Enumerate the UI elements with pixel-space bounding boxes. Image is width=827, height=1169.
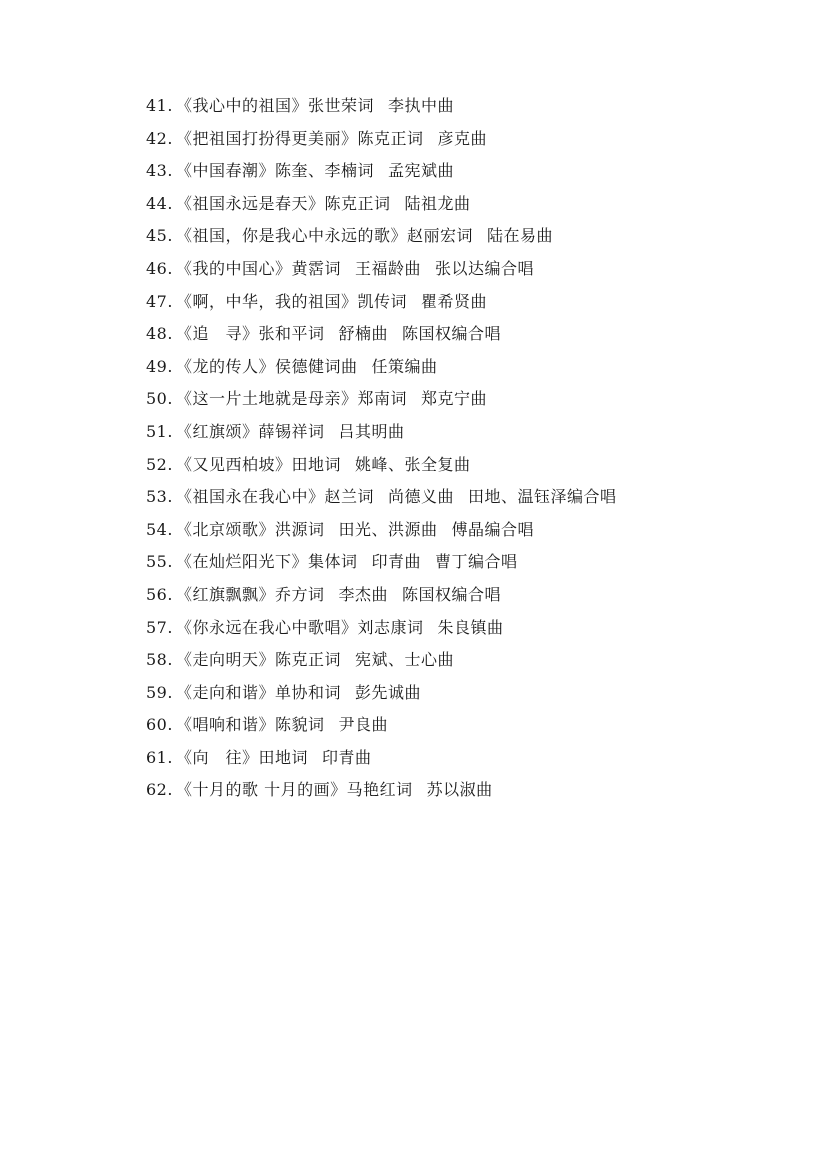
song-title: 《走向明天》 bbox=[176, 650, 276, 670]
song-credit: 印青曲 bbox=[371, 552, 422, 572]
song-credit: 苏以淑曲 bbox=[426, 780, 493, 800]
song-credit: 印青曲 bbox=[322, 747, 372, 767]
song-credit: 洪源词 bbox=[275, 519, 325, 539]
song-number: 54. bbox=[146, 519, 173, 539]
song-credit: 郑南词 bbox=[357, 389, 408, 409]
song-credit: 孟宪斌曲 bbox=[388, 161, 455, 181]
song-item bbox=[146, 161, 617, 194]
song-item bbox=[146, 780, 617, 813]
song-title: 《我的中国心》 bbox=[176, 258, 292, 278]
song-credit: 朱良镇曲 bbox=[437, 617, 504, 637]
song-item bbox=[146, 520, 617, 553]
song-number: 50. bbox=[146, 389, 173, 409]
song-title: 《北京颂歌》 bbox=[176, 519, 276, 539]
song-credit: 陈克正词 bbox=[275, 650, 342, 670]
song-number: 56. bbox=[146, 584, 173, 604]
song-credit: 陈貌词 bbox=[275, 715, 325, 735]
song-title: 《向 往》 bbox=[176, 747, 259, 767]
song-credit: 宪斌、士心曲 bbox=[355, 650, 455, 670]
song-number: 53. bbox=[146, 487, 173, 507]
song-credit: 李杰曲 bbox=[338, 584, 389, 604]
song-number: 45. bbox=[146, 226, 173, 246]
song-title: 《祖国，你是我心中永远的歌》 bbox=[176, 226, 408, 246]
song-credit: 薛锡祥词 bbox=[258, 421, 325, 441]
song-credit: 尚德义曲 bbox=[388, 487, 455, 507]
song-credit: 田地词 bbox=[258, 747, 309, 767]
song-list bbox=[146, 96, 617, 813]
song-number: 61. bbox=[146, 747, 173, 767]
song-title: 《红旗飘飘》 bbox=[176, 584, 276, 604]
song-item bbox=[146, 96, 617, 129]
song-item bbox=[146, 389, 617, 422]
song-credit: 张世荣词 bbox=[308, 96, 375, 115]
song-item bbox=[146, 194, 617, 227]
song-number: 46. bbox=[146, 258, 173, 278]
song-number: 49. bbox=[146, 356, 173, 376]
song-title: 《祖国永在我心中》 bbox=[176, 487, 325, 507]
song-credit: 陆祖龙曲 bbox=[404, 193, 471, 213]
song-credit: 彭先诚曲 bbox=[355, 682, 422, 702]
song-credit: 李执中曲 bbox=[388, 96, 455, 115]
song-credit: 张和平词 bbox=[258, 324, 325, 344]
song-credit: 田地、温钰泽编合唱 bbox=[468, 487, 617, 507]
song-number: 55. bbox=[146, 552, 173, 572]
song-title: 《又见西柏坡》 bbox=[176, 454, 292, 474]
song-item bbox=[146, 618, 617, 651]
song-number: 58. bbox=[146, 650, 173, 670]
song-title: 《龙的传人》 bbox=[176, 356, 276, 376]
song-number: 41. bbox=[146, 96, 173, 115]
song-item bbox=[146, 683, 617, 716]
song-credit: 集体词 bbox=[308, 552, 358, 572]
song-title: 《你永远在我心中歌唱》 bbox=[176, 617, 358, 637]
song-title: 《十月的歌 十月的画》 bbox=[176, 780, 347, 800]
song-item bbox=[146, 487, 617, 520]
song-credit: 刘志康词 bbox=[357, 617, 424, 637]
song-title: 《啊，中华，我的祖国》 bbox=[176, 291, 358, 311]
song-credit: 瞿希贤曲 bbox=[421, 291, 488, 311]
song-title: 《走向和谐》 bbox=[176, 682, 276, 702]
song-number: 57. bbox=[146, 617, 173, 637]
song-item bbox=[146, 259, 617, 292]
song-number: 59. bbox=[146, 682, 173, 702]
song-credit: 黄霑词 bbox=[291, 258, 342, 278]
song-number: 62. bbox=[146, 780, 173, 800]
song-credit: 姚峰、张全复曲 bbox=[355, 454, 471, 474]
song-title: 《中国春潮》 bbox=[176, 161, 276, 181]
song-credit: 凯传词 bbox=[357, 291, 408, 311]
song-item bbox=[146, 715, 617, 748]
song-title: 《把祖国打扮得更美丽》 bbox=[176, 128, 358, 148]
song-item bbox=[146, 292, 617, 325]
song-credit: 张以达编合唱 bbox=[435, 258, 535, 278]
song-item bbox=[146, 129, 617, 162]
song-credit: 陈国权编合唱 bbox=[402, 584, 502, 604]
song-number: 44. bbox=[146, 193, 173, 213]
song-item bbox=[146, 226, 617, 259]
song-number: 52. bbox=[146, 454, 173, 474]
song-credit: 侯德健词曲 bbox=[275, 356, 358, 376]
song-item bbox=[146, 552, 617, 585]
song-credit: 王福龄曲 bbox=[355, 258, 422, 278]
song-item bbox=[146, 357, 617, 390]
song-item bbox=[146, 748, 617, 781]
song-credit: 陈克正词 bbox=[357, 128, 424, 148]
song-title: 《唱响和谐》 bbox=[176, 715, 276, 735]
song-number: 51. bbox=[146, 421, 173, 441]
song-credit: 陈克正词 bbox=[324, 193, 391, 213]
song-number: 43. bbox=[146, 161, 173, 181]
song-credit: 任策编曲 bbox=[371, 356, 438, 376]
song-credit: 乔方词 bbox=[275, 584, 325, 604]
song-number: 48. bbox=[146, 324, 173, 344]
song-credit: 陆在易曲 bbox=[487, 226, 554, 246]
song-credit: 郑克宁曲 bbox=[421, 389, 488, 409]
song-credit: 曹丁编合唱 bbox=[435, 552, 518, 572]
song-title: 《这一片土地就是母亲》 bbox=[176, 389, 358, 409]
song-credit: 彦克曲 bbox=[437, 128, 488, 148]
song-title: 《追 寻》 bbox=[176, 324, 259, 344]
song-credit: 赵兰词 bbox=[324, 487, 375, 507]
song-number: 47. bbox=[146, 291, 173, 311]
song-item bbox=[146, 650, 617, 683]
song-credit: 田光、洪源曲 bbox=[338, 519, 438, 539]
song-credit: 陈国权编合唱 bbox=[402, 324, 502, 344]
song-item bbox=[146, 422, 617, 455]
song-title: 《红旗颂》 bbox=[176, 421, 259, 441]
song-credit: 马艳红词 bbox=[346, 780, 413, 800]
song-credit: 舒楠曲 bbox=[338, 324, 389, 344]
song-item bbox=[146, 585, 617, 618]
song-credit: 田地词 bbox=[291, 454, 342, 474]
song-title: 《祖国永远是春天》 bbox=[176, 193, 325, 213]
song-item bbox=[146, 324, 617, 357]
song-credit: 赵丽宏词 bbox=[407, 226, 474, 246]
song-title: 《我心中的祖国》 bbox=[176, 96, 309, 115]
song-title: 《在灿烂阳光下》 bbox=[176, 552, 309, 572]
song-credit: 单协和词 bbox=[275, 682, 342, 702]
song-credit: 傅晶编合唱 bbox=[451, 519, 535, 539]
song-credit: 尹良曲 bbox=[338, 715, 389, 735]
song-number: 60. bbox=[146, 715, 173, 735]
song-credit: 陈奎、李楠词 bbox=[275, 161, 375, 181]
song-number: 42. bbox=[146, 128, 173, 148]
song-credit: 吕其明曲 bbox=[338, 421, 405, 441]
song-item bbox=[146, 455, 617, 488]
